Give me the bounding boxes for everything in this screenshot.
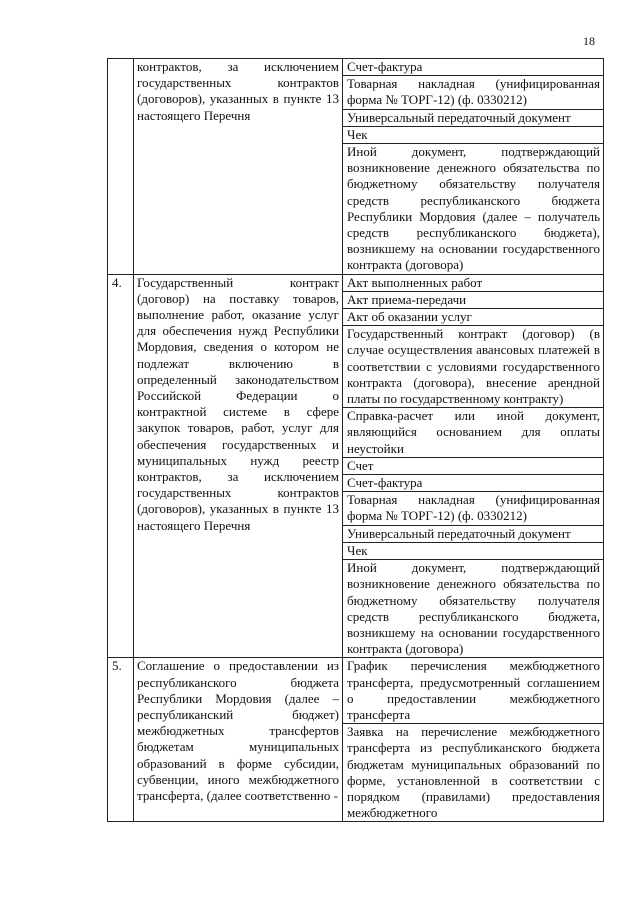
document-item bbox=[343, 59, 603, 76]
document-item-label: Заявка на перечисление межбюджетного трансферта из республиканского бюджета бюджетам муниципальных образований по форме, установленной в соответствии с порядком (правилами) предоставления межбюджетного bbox=[347, 724, 600, 821]
document-item-label: Иной документ, подтверждающий возникновение денежного обязательства по бюджетному обязательству получателя средств республиканского бюджета, возникшему на основании государственного контракта (договора) bbox=[347, 560, 600, 657]
document-item-label: Акт выполненных работ bbox=[347, 274, 483, 290]
row-number bbox=[108, 59, 134, 275]
document-item-label: Счет bbox=[347, 457, 374, 473]
document-item bbox=[343, 309, 603, 326]
document-item bbox=[343, 658, 603, 724]
table-row bbox=[108, 274, 604, 658]
document-table bbox=[107, 58, 604, 822]
document-item bbox=[343, 475, 603, 492]
document-item-label: Товарная накладная (унифицированная форма № ТОРГ-12) (ф. 0330212) bbox=[347, 492, 600, 524]
table-row bbox=[108, 658, 604, 822]
document-item bbox=[343, 275, 603, 292]
row-number: 5. bbox=[108, 658, 134, 822]
document-item bbox=[343, 724, 603, 821]
row-subject: контрактов, за исключением государственных контрактов (договоров), указанных в пункте 13 настоящего Перечня bbox=[134, 59, 343, 275]
document-item bbox=[343, 526, 603, 543]
document-item-label: Универсальный передаточный документ bbox=[347, 525, 571, 541]
document-item-label: Чек bbox=[347, 126, 368, 142]
document-item-label: Счет-фактура bbox=[347, 475, 423, 491]
document-item bbox=[343, 292, 603, 309]
document-item-label: Чек bbox=[347, 542, 368, 558]
document-item bbox=[343, 458, 603, 475]
document-item-label: Универсальный передаточный документ bbox=[347, 109, 571, 125]
document-item bbox=[343, 560, 603, 657]
document-item bbox=[343, 144, 603, 274]
row-subject: Соглашение о предоставлении из республиканского бюджета Республики Мордовия (далее – республиканский бюджет) межбюджетных трансфертов бюджетам муниципальных образований в форме субсидии, субвенции, иного межбюджетного трансферта, (далее соответственно - bbox=[134, 658, 343, 822]
document-item bbox=[343, 543, 603, 560]
document-item-label: Акт об оказании услуг bbox=[347, 309, 472, 325]
document-item-label: График перечисления межбюджетного трансферта, предусмотренный соглашением о предоставлении межбюджетного трансферта bbox=[347, 658, 600, 722]
document-item bbox=[343, 492, 603, 525]
document-item bbox=[343, 326, 603, 408]
document-list bbox=[343, 59, 604, 275]
page-number: 18 bbox=[583, 34, 595, 48]
document-item-label: Справка-расчет или иной документ, являющийся основанием для оплаты неустойки bbox=[347, 408, 600, 456]
document-item-label: Товарная накладная (унифицированная форма № ТОРГ-12) (ф. 0330212) bbox=[347, 76, 600, 108]
row-number: 4. bbox=[108, 274, 134, 658]
document-item bbox=[343, 408, 603, 458]
document-item-label: Счет-фактура bbox=[347, 59, 423, 74]
document-item-label: Акт приема-передачи bbox=[347, 291, 467, 307]
document-list bbox=[343, 658, 604, 822]
document-item-label: Иной документ, подтверждающий возникновение денежного обязательства по бюджетному обязательству получателя средств республиканского бюджета Республики Мордовия (далее – получатель средств республиканского бюджета), возникшему на основании государственного контракта (договора) bbox=[347, 144, 600, 273]
document-item bbox=[343, 76, 603, 109]
document-item-label: Государственный контракт (договор) (в случае осуществления авансовых платежей в соответствии с условиями государственного контракта (договора), внесение арендной платы по государственному контракту) bbox=[347, 326, 600, 407]
document-list bbox=[343, 274, 604, 658]
table-row bbox=[108, 59, 604, 275]
document-item bbox=[343, 127, 603, 144]
document-item bbox=[343, 110, 603, 127]
row-subject: Государственный контракт (договор) на поставку товаров, выполнение работ, оказание услуг для обеспечения нужд Республики Мордовия, сведения о котором не подлежат включению в определенный законодательством Российской Федерации о контрактной системе в сфере закупок товаров, работ, услуг для обеспечения государственных и муниципальных нужд реестр контрактов, за исключением государственных контрактов (договоров), указанных в пункте 13 настоящего Перечня bbox=[134, 274, 343, 658]
